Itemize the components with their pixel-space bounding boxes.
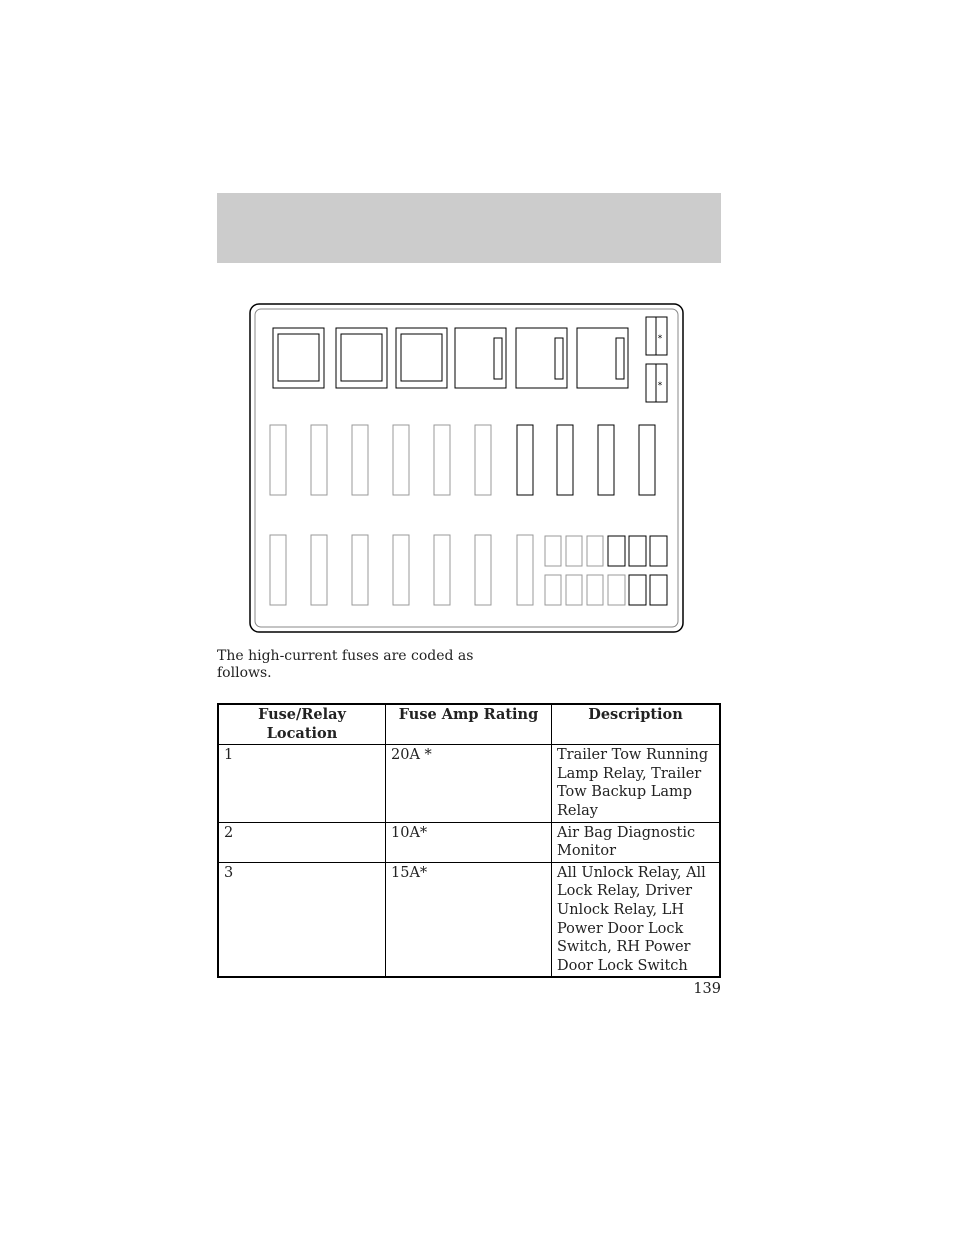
square-fuse-2 bbox=[566, 536, 582, 566]
relay-2 bbox=[336, 328, 387, 388]
square-fuse-6 bbox=[650, 536, 667, 566]
cell-description: Air Bag Diagnostic Monitor bbox=[552, 822, 721, 862]
mini-fuse-b4 bbox=[393, 535, 409, 605]
cell-location: 1 bbox=[218, 745, 386, 822]
cell-location: 3 bbox=[218, 862, 386, 977]
mini-fuse-b6 bbox=[475, 535, 491, 605]
table-row bbox=[218, 862, 720, 977]
mini-fuse-m1 bbox=[270, 425, 286, 495]
mini-fuse-b5 bbox=[434, 535, 450, 605]
square-fuse-1 bbox=[545, 536, 561, 566]
header-rating: Fuse Amp Rating bbox=[386, 704, 552, 745]
fuse-box-outer bbox=[250, 304, 683, 632]
mini-fuse-m3 bbox=[352, 425, 368, 495]
mini-fuse-m4 bbox=[393, 425, 409, 495]
fuse-table bbox=[217, 703, 721, 978]
maxi-fuse-m9 bbox=[598, 425, 614, 495]
mini-fuse-b3 bbox=[352, 535, 368, 605]
mini-fuse-m5 bbox=[434, 425, 450, 495]
maxi-fuse-m8 bbox=[557, 425, 573, 495]
square-fuse-12 bbox=[650, 575, 667, 605]
mini-fuse-m6 bbox=[475, 425, 491, 495]
mini-fuse-m2 bbox=[311, 425, 327, 495]
small-fuse-1-mark: * bbox=[657, 334, 663, 344]
small-fuse-2-mark: * bbox=[657, 381, 663, 391]
relay-1 bbox=[273, 328, 324, 388]
cell-rating: 15A* bbox=[386, 862, 552, 977]
table-row bbox=[218, 822, 720, 862]
cell-location: 2 bbox=[218, 822, 386, 862]
section-header-band bbox=[217, 193, 721, 263]
fuse-box-inner bbox=[255, 309, 678, 627]
page-number: 139 bbox=[693, 981, 721, 997]
cell-rating: 10A* bbox=[386, 822, 552, 862]
cell-rating: 20A * bbox=[386, 745, 552, 822]
square-fuse-4 bbox=[608, 536, 625, 566]
table-header-row bbox=[218, 704, 720, 745]
cell-description: All Unlock Relay, All Lock Relay, Driver Unlock Relay, LH Power Door Lock Switch, RH Power Door Lock Switch bbox=[552, 862, 721, 977]
square-fuse-5 bbox=[629, 536, 646, 566]
mini-fuse-b7 bbox=[517, 535, 533, 605]
relay-3 bbox=[396, 328, 447, 388]
square-fuse-8 bbox=[566, 575, 582, 605]
maxi-fuse-m7 bbox=[517, 425, 533, 495]
mini-fuse-b1 bbox=[270, 535, 286, 605]
mini-fuse-b2 bbox=[311, 535, 327, 605]
square-fuse-11 bbox=[629, 575, 646, 605]
square-fuse-9 bbox=[587, 575, 603, 605]
square-fuse-7 bbox=[545, 575, 561, 605]
square-fuse-3 bbox=[587, 536, 603, 566]
maxi-fuse-m10 bbox=[639, 425, 655, 495]
table-row bbox=[218, 745, 720, 822]
square-fuse-10 bbox=[608, 575, 625, 605]
cell-description: Trailer Tow Running Lamp Relay, Trailer Tow Backup Lamp Relay bbox=[552, 745, 721, 822]
fuse-box-diagram bbox=[249, 303, 684, 633]
header-location: Fuse/Relay Location bbox=[218, 704, 386, 745]
header-description: Description bbox=[552, 704, 721, 745]
intro-paragraph: The high-current fuses are coded as follows. bbox=[217, 648, 474, 681]
